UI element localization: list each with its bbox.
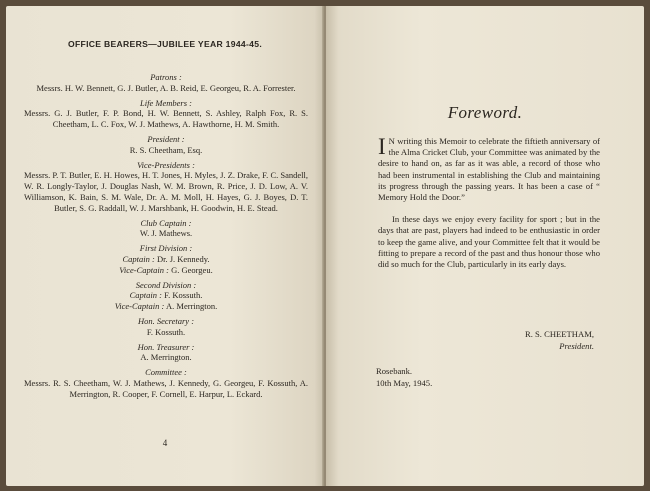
vice-presidents-names: Messrs. P. T. Butler, E. H. Howes, H. T. Jones, H. Myles, J. Z. Drake, F. C. Sandell, W. R. Longly-Taylor, J. Douglas Nash, W. M. Brown, R. Price, J. D. Low, A. V. Williamson, K. Bain, S. M. Wale, Dr. A. M. Moll, H. Hayes, G. J. Boyes, D. T. Butler, S. G. Raddall, W. J. Marshbank, H. Goodwin, H. E. Stead. xyxy=(24,170,308,213)
signature-name: R. S. CHEETHAM, xyxy=(525,329,594,339)
drop-cap: I xyxy=(378,134,386,159)
place-and-date xyxy=(376,365,432,389)
first-division-captain-row xyxy=(24,254,308,265)
second-division-captain-row xyxy=(24,290,308,301)
signature-title: President. xyxy=(559,341,594,351)
second-division-captain-name: F. Kossuth. xyxy=(164,290,203,301)
foreword-paragraph-1-text: N writing this Memoir to celebrate the fiftieth anniversary of the Alma Cricket Club, your Committee was animated by the desire to hand on, as far as it was able, a record of those who had been instrumental in establishing the Club and maintaining its progress through the passing years. It has been a case of “ Memory Hold the Door.” xyxy=(378,136,600,203)
office-bearers-list xyxy=(24,68,308,400)
second-division-label: Second Division : xyxy=(135,279,197,290)
signature-block xyxy=(378,328,594,352)
committee-names: Messrs. R. S. Cheetham, W. J. Mathews, J. Kennedy, G. Georgeu, F. Kossuth, A. Merrington, R. Cooper, F. Cornell, E. Harpur, L. Eckard. xyxy=(24,377,308,399)
vice-presidents-label: Vice-Presidents : xyxy=(137,159,195,170)
club-captain-name: W. J. Mathews. xyxy=(139,228,193,239)
first-division-vice-name: G. Georgeu. xyxy=(171,264,213,275)
second-division-captain-label: Captain : xyxy=(129,290,162,301)
president-name: R. S. Cheetham, Esq. xyxy=(129,144,203,155)
place: Rosebank. xyxy=(376,366,413,376)
page-number: 4 xyxy=(162,438,168,448)
foreword-title: Foreword. xyxy=(447,103,523,122)
first-division-captain-label: Captain : xyxy=(122,253,155,264)
first-division-captain-name: Dr. J. Kennedy. xyxy=(156,253,210,264)
first-division-vice-label: Vice-Captain : xyxy=(119,264,169,275)
president-label: President : xyxy=(147,133,185,144)
secretary-name: F. Kossuth. xyxy=(146,326,186,337)
patrons-label: Patrons : xyxy=(150,72,182,82)
foreword-paragraph-1 xyxy=(378,136,600,203)
second-division-vice-label: Vice-Captain : xyxy=(114,301,165,312)
foreword-body xyxy=(378,136,600,270)
treasurer-name: A. Merrington. xyxy=(140,352,192,363)
club-captain-label: Club Captain : xyxy=(140,217,192,228)
treasurer-label: Hon. Treasurer : xyxy=(137,341,195,352)
left-page xyxy=(6,6,324,486)
life-members-label: Life Members : xyxy=(140,97,192,108)
foreword-paragraph-2: In these days we enjoy every facility for sport ; but in the days that are past, players had indeed to be enthusiastic in order to keep the game alive, and your Committee felt that it would be fitting to prepare a record of the past and thus honour those who did so much for the Club, particularly in its early days. xyxy=(378,214,600,270)
life-members-names: Messrs. G. J. Butler, F. P. Bond, H. W. Bennett, S. Ashley, Ralph Fox, R. S. Cheetham, L. C. Fox, W. J. Mathews, A. Hawthorne, H. M. Smith. xyxy=(24,108,308,130)
right-page xyxy=(326,6,644,486)
first-division-vice-row xyxy=(24,265,308,276)
second-division-vice-name: A. Merrington. xyxy=(166,301,218,312)
secretary-label: Hon. Secretary : xyxy=(137,315,195,326)
office-bearers-heading: OFFICE BEARERS—JUBILEE YEAR 1944-45. xyxy=(67,39,263,49)
second-division-vice-row xyxy=(24,301,308,312)
committee-label: Committee : xyxy=(145,367,187,378)
first-division-label: First Division : xyxy=(139,243,193,254)
date: 10th May, 1945. xyxy=(376,378,433,388)
patrons-names: Messrs. H. W. Bennett, G. J. Butler, A. B. Reid, E. Georgeu, R. A. Forrester. xyxy=(36,82,296,93)
